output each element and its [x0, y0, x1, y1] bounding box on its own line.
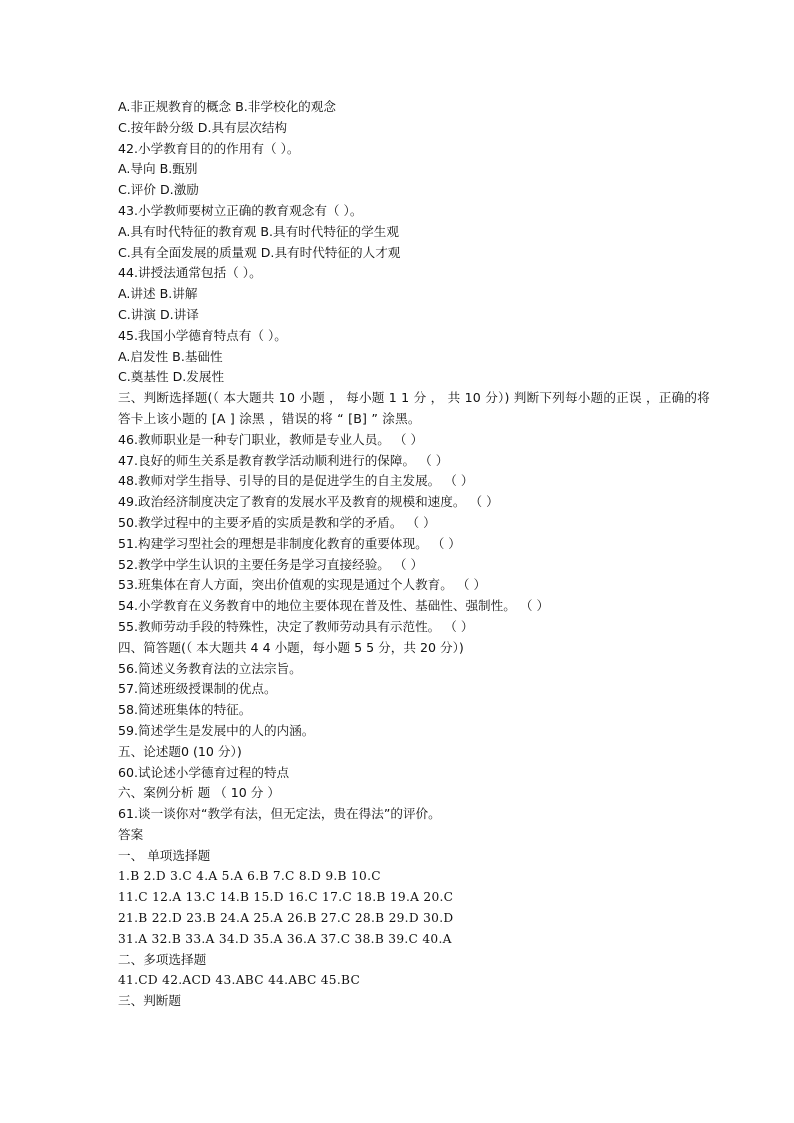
section-heading-essay: 五、论述题0 (10 分）): [118, 743, 242, 759]
question-47: 47.良好的师生关系是教育教学活动顺利进行的保障。 （ ）: [118, 452, 449, 468]
option-line: A.启发性 B.基础性: [118, 348, 223, 364]
option-line: C.奠基性 D.发展性: [118, 369, 225, 385]
option-line: C.具有全面发展的质量观 D.具有时代特征的人才观: [118, 244, 401, 260]
question-59: 59.简述学生是发展中的人的内涵。: [118, 722, 315, 738]
answers-section-multiple-choice: 二、多项选择题: [118, 951, 207, 967]
section-heading-short-answer: 四、简答题(（ 本大题共 4 4 小题，每小题 5 5 分，共 20 分）): [118, 639, 464, 655]
option-line: C.讲演 D.讲译: [118, 306, 199, 322]
question-42: 42.小学教育目的的作用有（ ）。: [118, 140, 300, 156]
question-43: 43.小学教师要树立正确的教育观念有（ ）。: [118, 202, 363, 218]
question-53: 53.班集体在育人方面，突出价值观的实现是通过个人教育。 （ ）: [118, 577, 487, 593]
section-heading-case-analysis: 六、案例分析 题 （ 10 分 ）: [118, 785, 280, 801]
option-line: C.按年龄分级 D.具有层次结构: [118, 119, 288, 135]
question-44: 44.讲授法通常包括（ ）。: [118, 265, 262, 281]
question-54: 54.小学教育在义务教育中的地位主要体现在普及性、基础性、强制性。 （ ）: [118, 598, 550, 614]
question-61: 61.谈一谈你对“教学有法，但无定法，贵在得法”的评价。: [118, 806, 441, 822]
answer-row: 31.A 32.B 33.A 34.D 35.A 36.A 37.C 38.B 39.C 40.A: [118, 931, 452, 946]
question-55: 55.教师劳动手段的特殊性，决定了教师劳动具有示范性。 （ ）: [118, 618, 474, 634]
answer-row: 21.B 22.D 23.B 24.A 25.A 26.B 27.C 28.B 29.D 30.D: [118, 911, 454, 926]
section-heading-true-false: 三、判断选择题(（ 本大题共 10 小题 ， 每小题 1 1 分 ， 共 10 分）) 判断下列每小题的正误 ，正确的将答卡上该小题的 [A ] 涂黑 ，错误的将 “ [B] ” 涂黑。: [118, 390, 710, 426]
question-56: 56.简述义务教育法的立法宗旨。: [118, 660, 302, 676]
question-50: 50.教学过程中的主要矛盾的实质是教和学的矛盾。 （ ）: [118, 514, 436, 530]
answers-section-true-false: 三、判断题: [118, 993, 181, 1009]
option-line: A.讲述 B.讲解: [118, 286, 198, 302]
option-line: A.导向 B.甄别: [118, 161, 198, 177]
answer-row: 41.CD 42.ACD 43.ABC 44.ABC 45.BC: [118, 973, 361, 988]
answer-row: 11.C 12.A 13.C 14.B 15.D 16.C 17.C 18.B 19.A 20.C: [118, 890, 454, 905]
answers-heading: 答案: [118, 826, 144, 842]
question-48: 48.教师对学生指导、引导的目的是促进学生的自主发展。 （ ）: [118, 473, 474, 489]
option-line: A.具有时代特征的教育观 B.具有时代特征的学生观: [118, 223, 399, 239]
document-page: [118, 97, 718, 1012]
question-52: 52.教学中学生认识的主要任务是学习直接经验。 （ ）: [118, 556, 424, 572]
question-51: 51.构建学习型社会的理想是非制度化教育的重要体现。 （ ）: [118, 535, 461, 551]
answer-row: 1.B 2.D 3.C 4.A 5.A 6.B 7.C 8.D 9.B 10.C: [118, 869, 381, 884]
option-line: A.非正规教育的概念 B.非学校化的观念: [118, 99, 336, 114]
answers-section-single-choice: 一、 单项选择题: [118, 847, 211, 863]
option-line: C.评价 D.激励: [118, 182, 199, 198]
question-57: 57.简述班级授课制的优点。: [118, 681, 277, 697]
question-58: 58.简述班集体的特征。: [118, 702, 252, 718]
question-46: 46.教师职业是一种专门职业，教师是专业人员。 （ ）: [118, 431, 424, 447]
question-49: 49.政治经济制度决定了教育的发展水平及教育的规模和速度。 （ ）: [118, 494, 499, 510]
question-60: 60.试论述小学德育过程的特点: [118, 764, 290, 780]
question-45: 45.我国小学德育特点有（ ）。: [118, 327, 287, 343]
